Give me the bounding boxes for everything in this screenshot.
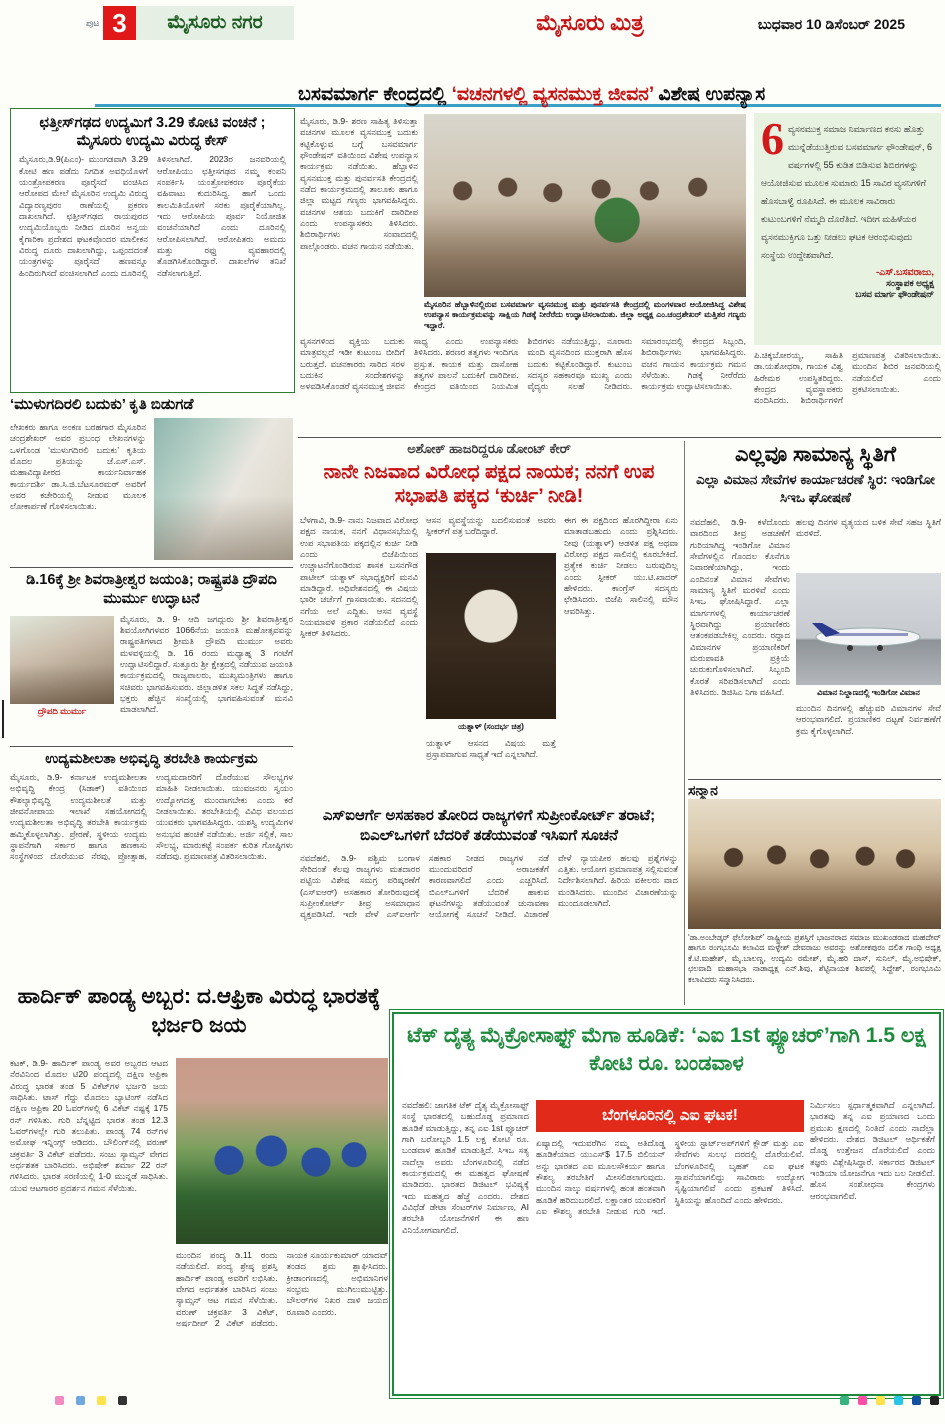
- sir-body: ನವದೆಹಲಿ, ಡಿ.9- ಪಶ್ಚಿಮ ಬಂಗಾಳ ಸೇರಿದಂತೆ ಕೆಲವು ರಾಜ್ಯಗಳು ಮತದಾರರ ಪಟ್ಟಿಯ ವಿಶೇಷ ಸಮಗ್ರ ಪರಿಷ್ಕರಣೆಗೆ (ಎಸ್ಐಆರ್) ಅಸಹಕಾರ ತೋರಿರುವುದಕ್ಕೆ ಸುಪ್ರೀಂಕೋರ್ಟ್ ತೀವ್ರ ಅಸಮಾಧಾನ ವ್ಯಕ್ತಪಡಿಸಿದೆ. ಇದೇ ವೇಳೆ ಎಸ್ಐಆರ್ಗೆ ಸಹಕಾರ ನೀಡದ ರಾಜ್ಯಗಳ ನಡೆ ಮುಂದುವರಿದರೆ ಅರಾಜಕತೆಗೆ ಕಾರಣವಾಗಲಿದೆ ಎಂದು ಎಚ್ಚರಿಸಿದೆ. ಬಿಎಲ್ಒಗಳಿಗೆ ಬೆದರಿಕೆ ಹಾಕುವ ಘಟನೆಗಳನ್ನು ತಡೆಯುವಂತೆ ಚುನಾವಣಾ ಆಯೋಗಕ್ಕೆ ಸೂಚನೆ ನೀಡಿದೆ. ವಿಚಾರಣೆ ವೇಳೆ ನ್ಯಾಯಪೀಠ ಹಲವು ಪ್ರಶ್ನೆಗಳನ್ನು ಎತ್ತಿತು. ಆಯೋಗ ಪ್ರಮಾಣಪತ್ರ ಸಲ್ಲಿಸುವಂತೆ ನಿರ್ದೇಶಿಸಲಾಗಿದೆ. ಹಿರಿಯ ವಕೀಲರು ವಾದ ಮಂಡಿಸಿದರು. ಮುಂದಿನ ವಿಚಾರಣೆಯನ್ನು ಮುಂದೂಡಲಾಗಿದೆ.: [300, 852, 678, 920]
- main-lead: ಮೈಸೂರು, ಡಿ.9- ಶರಣ ಸಾಹಿತ್ಯ ತಿಳಿಸುತ್ತಾ ವಚನಗಳ ಮೂಲಕ ವ್ಯಸನಮುಕ್ತ ಬದುಕು ಕಟ್ಟಿಕೊಳ್ಳುವ ಬಗ್ಗೆ ಬಸವಮಾರ್ಗ ಫೌಂಡೇಷನ್ ವತಿಯಿಂದ ವಿಶೇಷ ಉಪನ್ಯಾಸ ಕಾರ್ಯಕ್ರಮ ನಡೆಯಿತು. ಹೆಬ್ಬಾಳಿನ ವ್ಯಸನಮುಕ್ತ ಮತ್ತು ಪುನರ್ವಸತಿ ಕೇಂದ್ರದಲ್ಲಿ ನಡೆದ ಕಾರ್ಯಕ್ರಮದಲ್ಲಿ ತಾಲೂಕು ಹಾಗೂ ಜಿಲ್ಲಾ ಮಟ್ಟದ ಗಣ್ಯರು ಭಾಗವಹಿಸಿದ್ದರು. ವಚನಗಳ ಆಶಯ ಬದುಕಿಗೆ ದಾರಿದೀಪ ಎಂದು ಉಪನ್ಯಾಸಕರು ತಿಳಿಸಿದರು. ಶಿಬಿರಾರ್ಥಿಗಳು ಸಂವಾದದಲ್ಲಿ ಪಾಲ್ಗೊಂಡರು. ವಚನ ಗಾಯನ ನಡೆಯಿತು.: [300, 116, 418, 251]
- quote-role1: ಸಂಸ್ಥಾಪಕ ಅಧ್ಯಕ್ಷ: [886, 278, 934, 288]
- jayanti-body: ಮೈಸೂರು, ಡಿ. 9- ಆದಿ ಜಗದ್ಗುರು ಶ್ರೀ ಶಿವರಾತ್ರೀಶ್ವರ ಶಿವಯೋಗಿಗಳವರ 1066ನೆಯ ಜಯಂತಿ ಮಹೋತ್ಸವವನ್ನು ರಾಷ್ಟ್ರಪತಿಗಳಾದ ಶ್ರೀಮತಿ ದ್ರೌಪದಿ ಮುರ್ಮು ಅವರು ಮಳವಳ್ಳಿಯಲ್ಲಿ ಡಿ. 16 ರಂದು ಮಧ್ಯಾಹ್ನ 3 ಗಂಟೆಗೆ ಉದ್ಘಾಟಿಸಲಿದ್ದಾರೆ. ಸುತ್ತೂರು ಶ್ರೀ ಕ್ಷೇತ್ರದಲ್ಲಿ ನಡೆಯುವ ಜಯಂತಿ ಕಾರ್ಯಕ್ರಮದಲ್ಲಿ ರಾಜ್ಯಪಾಲರು, ಮುಖ್ಯಮಂತ್ರಿಗಳು ಹಾಗೂ ಸಚಿವರು ಭಾಗವಹಿಸುವರು. ಜಿಲ್ಲಾಡಳಿತ ಸಕಲ ಸಿದ್ಧತೆ ನಡೆಸಿದ್ದು, ಭಕ್ತರು ಹೆಚ್ಚಿನ ಸಂಖ್ಯೆಯಲ್ಲಿ ಭಾಗವಹಿಸುವಂತೆ ಮನವಿ ಮಾಡಲಾಗಿದೆ.: [120, 613, 293, 715]
- divider-left-1: [10, 567, 293, 568]
- edition-date: ಬುಧವಾರ 10 ಡಿಸೆಂಬರ್ 2025: [757, 16, 905, 32]
- indigo-body-right-top: ಹಲವು ದಿನಗಳ ವ್ಯತ್ಯಯದ ಬಳಿಕ ಸೇವೆ ಸಹಜ ಸ್ಥಿತಿಗೆ ಮರಳಿದೆ.: [796, 517, 941, 539]
- fraud-body: ಮೈಸೂರು,ಡಿ.9(ಪಿಎಂ)- ಮುಂಗಡವಾಗಿ 3.29 ಕೋಟಿ ಹಣ ಪಡೆದು ನಿಗದಿತ ಅವಧಿಯೊಳಗೆ ಯಂತ್ರೋಪಕರಣ ಪೂರೈಸದೆ ವಂಚಿಸಿದ ಆರೋಪದ ಮೇಲೆ ಮೈಸೂರಿನ ಉದ್ಯಮಿ ವಿರುದ್ಧ ವಿದ್ಯಾರಣ್ಯಪುರಂ ಠಾಣೆಯಲ್ಲಿ ಪ್ರಕರಣ ದಾಖಲಾಗಿದೆ. ಛತ್ತೀಸ್‌ಗಢದ ರಾಯಪುರದ ಉದ್ಯಮಿಯೊಬ್ಬರು ನೀಡಿದ ದೂರಿನ ಅನ್ವಯ ಕೈಗಾರಿಕಾ ಪ್ರದೇಶದ ಘಟಕವೊಂದರ ಮಾಲೀಕನ ವಿರುದ್ಧ ದೂರು ದಾಖಲಾಗಿದ್ದು, ಒಪ್ಪಂದದಂತೆ ಯಂತ್ರಗಳನ್ನು ಪೂರೈಸದೆ ಹಣವನ್ನೂ ಹಿಂದಿರುಗಿಸದೆ ವಂಚಿಸಲಾಗಿದೆ ಎಂದು ದೂರಿನಲ್ಲಿ ತಿಳಿಸಲಾಗಿದೆ. 2023ರ ಜನವರಿಯಲ್ಲಿ ಆರೋಪಿಯು ಛತ್ತೀಸಗಢದ ನಮ್ಮ ಕಂಪನಿ ಸಂಪರ್ಕಿಸಿ ಯಂತ್ರೋಪಕರಣ ಪೂರೈಕೆಯ ವಹಿವಾಟು ಕುದುರಿಸಿದ್ದ. ಹಾಗೆ ಒಂದು ಕಾಲಮಿತಿಯೊಳಗೆ ಸರಕು ಪೂರೈಕೆಯಾಗಿಲ್ಲ. ಇದು ಆರೋಪಿಯ ಪೂರ್ವ ನಿಯೋಜಿತ ವಂಚನೆಯಾಗಿದೆ ಎಂದು ದೂರಿನಲ್ಲಿ ಆರೋಪಿಸಲಾಗಿದೆ. ಆರೋಪಿತರು ಅಮದು ಮತ್ತು ರಫ್ತು ವ್ಯವಹಾರದಲ್ಲಿ ತೊಡಗಿಸಿಕೊಂಡಿದ್ದಾರೆ. ದಾಖಲೆಗಳ ತನಿಖೆ ನಡೆಸಲಾಗುತ್ತಿದೆ.: [19, 154, 286, 278]
- article-main: [298, 84, 941, 434]
- main-body: ವ್ಯಸನಗಳಿಂದ ವ್ಯಕ್ತಿಯ ಬದುಕು ಮಾತ್ರವಲ್ಲದೆ ಇಡೀ ಕುಟುಂಬ ಬೀದಿಗೆ ಬರುತ್ತದೆ. ವಚನಕಾರರು ಸಾರಿದ ಸರಳ ಬದುಕಿನ ಸಂದೇಶಗಳನ್ನು ಅಳವಡಿಸಿಕೊಂಡರೆ ವ್ಯಸನಮುಕ್ತ ಜೀವನ ಸಾಧ್ಯ ಎಂದು ಉಪನ್ಯಾಸಕರು ತಿಳಿಸಿದರು. ಶರಣರ ತತ್ವಗಳು ಇಂದಿಗೂ ಪ್ರಸ್ತುತ. ಕಾಯಕ ಮತ್ತು ದಾಸೋಹ ತತ್ವಗಳ ಪಾಲನೆ ಬದುಕಿಗೆ ದಾರಿದೀಪ. ಕೇಂದ್ರದ ವತಿಯಿಂದ ನಿಯಮಿತ ಶಿಬಿರಗಳು ನಡೆಯುತ್ತಿದ್ದು, ನೂರಾರು ಮಂದಿ ವ್ಯಸನದಿಂದ ಮುಕ್ತರಾಗಿ ಹೊಸ ಬದುಕು ಕಟ್ಟಿಕೊಂಡಿದ್ದಾರೆ. ಕುಟುಂಬ ಸದಸ್ಯರ ಸಹಕಾರವೂ ಮುಖ್ಯ ಎಂದು ವೈದ್ಯರು ಸಲಹೆ ನೀಡಿದರು. ಸಮಾರಂಭದಲ್ಲಿ ಕೇಂದ್ರದ ಸಿಬ್ಬಂದಿ, ಶಿಬಿರಾರ್ಥಿಗಳು ಭಾಗವಹಿಸಿದ್ದರು. ವಚನ ಗಾಯನ ಕಾರ್ಯಕ್ರಮ ಗಮನ ಸೆಳೆಯಿತು. ಗಿಡಕ್ಕೆ ನೀರೆರೆದು ಕಾರ್ಯಕ್ರಮ ಉದ್ಘಾಟಿಸಲಾಯಿತು.: [300, 336, 746, 392]
- sports-headline: ಹಾರ್ದಿಕ್ ಪಾಂಡ್ಯ ಅಬ್ಬರ: ದ.ಆಫ್ರಿಕಾ ವಿರುದ್ಧ ಭಾರತಕ್ಕೆ ಭರ್ಜರಿ ಜಯ: [17, 984, 381, 1038]
- article-sanmana: [688, 782, 941, 1008]
- murmu-caption: ದ್ರೌಪದಿ ಮುರ್ಮು: [37, 705, 87, 716]
- main-headline-pre: ಬಸವಮಾರ್ಗ ಕೇಂದ್ರದಲ್ಲಿ: [298, 84, 452, 105]
- sports-body2: ಮುಂದಿನ ಪಂದ್ಯ ಡಿ.11 ರಂದು ನಡೆಯಲಿದೆ. ಪಂದ್ಯ ಶ್ರೇಷ್ಠ ಪ್ರಶಸ್ತಿ ಹಾರ್ದಿಕ್ ಪಾಂಡ್ಯ ಅವರಿಗೆ ಲಭಿಸಿತು. ವೇಗದ ಅರ್ಧಶತಕ ಬಾರಿಸಿದ ಸಂಜು ಸ್ಯಾಮ್ಸನ್ ಆಟ ಗಮನ ಸೆಳೆಯಿತು. ವರುಣ್ ಚಕ್ರವರ್ತಿ 3 ವಿಕೆಟ್, ಅರ್ಷದೀಪ್ 2 ವಿಕೆಟ್ ಪಡೆದರು. ನಾಯಕ ಸೂರ್ಯಕುಮಾರ್ ಯಾದವ್ ತಂಡದ ಶ್ರಮ ಶ್ಲಾಘಿಸಿದರು. ಕ್ರೀಡಾಂಗಣದಲ್ಲಿ ಅಭಿಮಾನಿಗಳ ಸಂಭ್ರಮ ಮುಗಿಲುಮುಟ್ಟಿತ್ತು. ಬೌಲರ್‌ಗಳ ನಿಖರ ದಾಳಿ ಜಯದ ರೂವಾರಿ ಎಂದರು.: [176, 1250, 388, 1329]
- book-headline: ‘ಮುಳುಗದಿರಲಿ ಬದುಕು’ ಕೃತಿ ಬಿಡುಗಡೆ: [10, 396, 194, 413]
- divider-vert-mid: [684, 441, 685, 1005]
- training-headline: ಉದ್ಯಮಶೀಲತಾ ಅಭಿವೃದ್ಧಿ ತರಬೇತಿ ಕಾರ್ಯಕ್ರಮ: [45, 750, 258, 766]
- indigo-body-left: ನವದೆಹಲಿ, ಡಿ.9- ಕಳೆದೊಂದು ವಾರದಿಂದ ತೀವ್ರ ಅಡಚಣೆಗೆ ಗುರಿಯಾಗಿದ್ದ ಇಂಡಿಗೋ ವಿಮಾನ ಸೇವೆಗಳಲ್ಲಿನ ಗೊಂದಲ ಕೊನೆಗೂ ನಿವಾರಣೆಯಾಗಿದ್ದು, ಇಂದು ಎಂದಿನಂತೆ ವಿಮಾನ ಸೇವೆಗಳು ಸಾಮಾನ್ಯ ಸ್ಥಿತಿಗೆ ಮರಳಿವೆ ಎಂದು ಸಿಇಒ ಘೋಷಿಸಿದ್ದಾರೆ. ಎಲ್ಲಾ ಮಾರ್ಗಗಳಲ್ಲಿ ಕಾರ್ಯಾಚರಣೆ ಸ್ಥಿರವಾಗಿದ್ದು ಪ್ರಯಾಣಿಕರು ಆತಂಕಪಡಬೇಕಿಲ್ಲ ಎಂದರು. ರದ್ದಾದ ವಿಮಾನಗಳ ಪ್ರಯಾಣಿಕರಿಗೆ ಮರುಪಾವತಿ ಪ್ರಕ್ರಿಯೆ ಚುರುಕುಗೊಳಿಸಲಾಗಿದೆ. ಸಿಬ್ಬಂದಿ ಕೊರತೆ ಸರಿಪಡಿಸಲಾಗಿದೆ ಎಂದು ತಿಳಿಸಿದರು. ಡಿಜಿಸಿಎ ನಿಗಾ ವಹಿಸಿದೆ.: [690, 517, 790, 698]
- training-body: ಮೈಸೂರು, ಡಿ.9- ಕರ್ನಾಟಕ ಉದ್ಯಮಶೀಲತಾ ಅಭಿವೃದ್ಧಿ ಕೇಂದ್ರ (ಸಿಡಾಕ್) ವತಿಯಿಂದ ಕೌಶಲ್ಯಾಭಿವೃದ್ಧಿ ಉದ್ಯಮಶೀಲತೆ ಮತ್ತು ಜೀವನೋಪಾಯ ಇಲಾಖೆ ಸಹಯೋಗದಲ್ಲಿ ಉದ್ಯಮಶೀಲತಾ ಅಭಿವೃದ್ಧಿ ತರಬೇತಿ ಕಾರ್ಯಕ್ರಮ ಹಮ್ಮಿಕೊಳ್ಳಲಾಗಿತ್ತು. ಪ್ರೇರಣೆ, ಸ್ಥಳೀಯ ಉದ್ಯಮ ಸ್ಥಾಪನೆಗಾಗಿ ಸರ್ಕಾರ ಹಾಗೂ ಹಣಕಾಸು ಸಂಸ್ಥೆಗಳಿಂದ ದೊರೆಯುವ ನೆರವು, ಪ್ರೋತ್ಸಾಹ, ಉದ್ಯಮದಾರರಿಗೆ ದೊರೆಯುವ ಸೌಲಭ್ಯಗಳ ಮಾಹಿತಿ ನೀಡಲಾಯಿತು. ಯುವಜನರು ಸ್ವಯಂ ಉದ್ಯೋಗದತ್ತ ಮುಂದಾಗಬೇಕು ಎಂದು ಕರೆ ನೀಡಲಾಯಿತು. ತರಬೇತಿಯಲ್ಲಿ ವಿವಿಧ ವಲಯದ ಯುವಕರು ಭಾಗವಹಿಸಿದ್ದರು. ಯಶಸ್ವಿ ಉದ್ಯಮಿಗಳ ಅನುಭವ ಹಂಚಿಕೆ ನಡೆಯಿತು. ಅರ್ಜಿ ಸಲ್ಲಿಕೆ, ಸಾಲ ಸೌಲಭ್ಯ, ಮಾರುಕಟ್ಟೆ ಸಂಪರ್ಕ ಕುರಿತ ಗೋಷ್ಠಿಗಳು ನಡೆದವು. ಪ್ರಮಾಣಪತ್ರ ವಿತರಿಸಲಾಯಿತು.: [10, 772, 293, 862]
- main-headline: [298, 84, 941, 107]
- page-label: ಪುಟ: [86, 18, 100, 28]
- section-title: ಮೈಸೂರು ನಗರ: [136, 6, 294, 40]
- article-training: [10, 750, 293, 976]
- article-jayanti: [10, 571, 293, 743]
- sanmana-photo: [688, 799, 941, 929]
- quote-author: -ಎಸ್.ಬಸವರಾಜು,: [875, 267, 934, 278]
- main-extra: ಪಿ.ಚಿಕ್ಕಬೋರಯ್ಯ, ಸಾಹಿತಿ ಡಾ.ಯಶೋಧರಾ, ಗಾಯಕ ವಿಶ್ವ ಹಿರೇಮಠ ಉಪಸ್ಥಿತರಿದ್ದರು. ಕೇಂದ್ರದ ವ್ಯವಸ್ಥಾಪಕರು ವಂದಿಸಿದರು. ಶಿಬಿರಾರ್ಥಿಗಳಿಗೆ ಪ್ರಮಾಣಪತ್ರ ವಿತರಿಸಲಾಯಿತು. ಮುಂದಿನ ಶಿಬಿರ ಜನವರಿಯಲ್ಲಿ ನಡೆಯಲಿದೆ ಎಂದು ಪ್ರಕಟಿಸಲಾಯಿತು.: [754, 350, 941, 406]
- article-fraud: [10, 108, 295, 393]
- main-photo: [424, 114, 746, 297]
- quote-text: ವ್ಯಸನಮುಕ್ತ ಸಮಾಜ ನಿರ್ಮಾಣದ ಕನಸು ಹೊತ್ತು ಮುನ್ನೆಡೆಯುತ್ತಿರುವ ಬಸವಮಾರ್ಗ ಫೌಂಡೇಷನ್, 6 ವರ್ಷಗಳಲ್ಲಿ 55 ಕುಡಿತ ಬಿಡಿಸುವ ಶಿಬಿರಗಳನ್ನು ಆಯೋಜಿಸುವ ಮೂಲಕ ಸುಮಾರು 15 ಸಾವಿರ ವ್ಯಸನಿಗಳಿಗೆ ಹೊಸಬಾಳ್ವೆ ರೂಪಿಸಿದೆ. ಈ ಮೂಲಕ ಸಾವಿರಾರು ಕುಟುಂಬಗಳಿಗೆ ನೆಮ್ಮದಿ ದೊರೆತಿದೆ. ಇದೀಗ ಮಹಿಳೆಯರ ವ್ಯಸನಮುಕ್ತಿಗೂ ಒತ್ತು ನೀಡಲು ಘಟಕ ಆರಂಭಿಸುವುದು ಸಂಸ್ಥೆಯ ಉದ್ದೇಶವಾಗಿದೆ.: [761, 124, 932, 260]
- cricket-photo: [176, 1058, 388, 1244]
- yatnal-body-left: ಬೆಳಗಾವಿ, ಡಿ.9- ನಾನು ನಿಜವಾದ ವಿರೋಧ ಪಕ್ಷದ ನಾಯಕ, ನನಗೆ ವಿಧಾನಸಭೆಯಲ್ಲಿ ಉಪ ಸಭಾಪತಿಯ ಪಕ್ಕದಲ್ಲಿನ ಕುರ್ಚಿ ನೀಡಿ ಎಂದು ಬಿಜೆಪಿಯಿಂದ ಉಚ್ಚಾಟನೆಗೊಂಡಿರುವ ಶಾಸಕ ಬಸನಗೌಡ ಪಾಟೀಲ್ ಯತ್ನಾಳ್ ಸಭಾಧ್ಯಕ್ಷರಿಗೆ ಮನವಿ ಮಾಡಿದ್ದಾರೆ. ಅಧಿವೇಶನದಲ್ಲಿ ಈ ವಿಷಯ ಭಾರೀ ಚರ್ಚೆಗೆ ಗ್ರಾಸವಾಯಿತು. ಸದನದಲ್ಲಿ ನಗೆಯ ಅಲೆ ಎದ್ದಿತು. ಆಸನ ವ್ಯವಸ್ಥೆ ನಿಯಮಾವಳಿ ಪ್ರಕಾರ ನಡೆಯಲಿದೆ ಎಂದು ಸ್ಪೀಕರ್ ತಿಳಿಸಿದರು.: [300, 515, 418, 639]
- page-number-box: 3: [103, 6, 136, 40]
- yatnal-photo: [426, 553, 556, 719]
- article-yatnal: [300, 441, 678, 801]
- plane-icon: [808, 613, 928, 655]
- article-indigo: [690, 443, 941, 777]
- indigo-plane-photo: [796, 573, 941, 685]
- main-headline-quote: ‘ವಚನಗಳಲ್ಲಿ ವ್ಯಸನಮುಕ್ತ ಜೀವನ’: [451, 84, 654, 105]
- indigo-body-right-bottom: ಮುಂದಿನ ದಿನಗಳಲ್ಲಿ ಹೆಚ್ಚುವರಿ ವಿಮಾನಗಳ ಸೇವೆ ಆರಂಭವಾಗಲಿದೆ. ಪ್ರಯಾಣಿಕರ ದಟ್ಟಣೆ ನಿರ್ವಹಣೆಗೆ ಕ್ರಮ ಕೈಗೊಳ್ಳಲಾಗಿದೆ.: [796, 703, 941, 736]
- yatnal-headline: ನಾನೇ ನಿಜವಾದ ವಿರೋಧ ಪಕ್ಷದ ನಾಯಕ; ನನಗೆ ಉಪ ಸಭಾಪತಿ ಪಕ್ಕದ ‘ಕುರ್ಚಿ’ ನೀಡಿ!: [323, 461, 655, 508]
- yatnal-kicker: ಅಶೋಕ್ ಹಾಜರಿದ್ದರೂ ಡೋಂಟ್ ಕೇರ್: [407, 441, 571, 456]
- quote-mark: 6: [761, 113, 784, 164]
- fraud-headline: ಛತ್ತೀಸ್‌ಗಢದ ಉದ್ಯಮಿಗೆ 3.29 ಕೋಟಿ ವಂಚನೆ ; ಮೈಸೂರು ಉದ್ಯಮಿ ವಿರುದ್ಧ ಕೇಸ್: [39, 115, 266, 150]
- article-sports: [10, 982, 388, 1398]
- indigo-headline: ಎಲ್ಲವೂ ಸಾಮಾನ್ಯ ಸ್ಥಿತಿಗೆ: [734, 443, 897, 466]
- sports-body: ಕಟಕ್, ಡಿ.9- ಹಾರ್ದಿಕ್ ಪಾಂಡ್ಯ ಅವರ ಅಬ್ಬರದ ಆಟದ ನೆರವಿನಿಂದ ಮೊದಲ ಟಿ20 ಪಂದ್ಯದಲ್ಲಿ ದಕ್ಷಿಣ ಆಫ್ರಿಕಾ ವಿರುದ್ಧ ಭಾರತ ತಂಡ 5 ವಿಕೆಟ್‌ಗಳ ಭರ್ಜರಿ ಜಯ ಸಾಧಿಸಿತು. ಟಾಸ್ ಗೆದ್ದು ಮೊದಲು ಬ್ಯಾಟಿಂಗ್ ನಡೆಸಿದ ದಕ್ಷಿಣ ಆಫ್ರಿಕಾ 20 ಓವರ್‌ಗಳಲ್ಲಿ 6 ವಿಕೆಟ್ ನಷ್ಟಕ್ಕೆ 175 ರನ್ ಗಳಿಸಿತು. ಗುರಿ ಬೆನ್ನಟ್ಟಿದ ಭಾರತ ತಂಡ 12.3 ಓವರ್‌ಗಳಲ್ಲೇ ಗುರಿ ತಲುಪಿತು. ಪಾಂಡ್ಯ 74 ರನ್‌ಗಳ ಅಮೋಘ ಇನ್ನಿಂಗ್ಸ್ ಆಡಿದರು. ಬೌಲಿಂಗ್‌ನಲ್ಲಿ ವರುಣ್ ಚಕ್ರವರ್ತಿ 3 ವಿಕೆಟ್ ಪಡೆದರು. ಸಂಜು ಸ್ಯಾಮ್ಸನ್ ವೇಗದ ಅರ್ಧಶತಕ ಬಾರಿಸಿದರು. ಅಭಿಷೇಕ್ ಶರ್ಮಾ 22 ರನ್ ಗಳಿಸಿದರು. ಭಾರತ ಸರಣಿಯಲ್ಲಿ 1-0 ಮುನ್ನಡೆ ಸಾಧಿಸಿತು. ಯುವ ಆಟಗಾರರ ಪ್ರದರ್ಶನ ಗಮನ ಸೆಳೆಯಿತು.: [10, 1058, 168, 1193]
- sanmana-label: ಸನ್ಮಾನ: [688, 782, 718, 798]
- indigo-photo-caption: ವಿಮಾನ ನಿಲ್ದಾಣದಲ್ಲಿ ಇಂಡಿಗೋ ವಿಮಾನ: [817, 688, 920, 697]
- article-book: [10, 396, 293, 564]
- masthead-logo: ಮೈಸೂರು ಮಿತ್ರ: [536, 10, 644, 35]
- main-quote-block: [754, 113, 941, 345]
- book-photo: [154, 418, 293, 560]
- microsoft-headline: ಟೆಕ್ ದೈತ್ಯ ಮೈಕ್ರೋಸಾಫ್ಟ್ ಮೆಗಾ ಹೂಡಿಕೆ: ‘ಎಐ 1st ಫ್ಯೂಚರ್’ಗಾಗಿ 1.5 ಲಕ್ಷ ಕೋಟಿ ರೂ. ಬಂಡವಾಳ: [407, 1024, 926, 1076]
- microsoft-body-col4: ನಿರ್ಮಿಸಲು ಸ್ಪರ್ಧಾತ್ಮಕವಾಗಿದೆ ಎನ್ನಲಾಗಿದೆ. ಭಾರತವು ತನ್ನ ಎಐ ಪ್ರಯಾಣದ ಒಂದು ಪ್ರಮುಖ ಕ್ಷಣದಲ್ಲಿ ನಿಂತಿದೆ ಎಂದು ನಾದೆಲ್ಲಾ ಹೇಳಿದರು. ದೇಶದ ಡಿಜಿಟಲ್ ಆರ್ಥಿಕತೆಗೆ ದೊಡ್ಡ ಉತ್ತೇಜನ ದೊರೆಯಲಿದೆ ಎಂದು ತಜ್ಞರು ವಿಶ್ಲೇಷಿಸಿದ್ದಾರೆ. ಸರ್ಕಾರದ ಡಿಜಿಟಲ್ ಇಂಡಿಯಾ ಯೋಜನೆಗೂ ಇದು ಬಲ ನೀಡಲಿದೆ. ಹೊಸ ಸಂಶೋಧನಾ ಕೇಂದ್ರಗಳು ಆರಂಭವಾಗಲಿವೆ.: [810, 1100, 935, 1201]
- divider-center-top: [298, 437, 941, 438]
- main-photo-caption: ಮೈಸೂರಿನ ಹೆಬ್ಬಾಳಿನಲ್ಲಿರುವ ಬಸವಮಾರ್ಗ ವ್ಯಸನಮುಕ್ತ ಮತ್ತು ಪುನರ್ವಸತಿ ಕೇಂದ್ರದಲ್ಲಿ ಮಂಗಳವಾರ ಆಯೋಜಿಸಿದ್ದ ವಿಶೇಷ ಉಪನ್ಯಾಸ ಕಾರ್ಯಕ್ರಮವನ್ನು ಸಾಕ್ಷಿಯ ಗಿಡಕ್ಕೆ ನೀರೆರೆದು ಉದ್ಘಾಟಿಸಲಾಯಿತು. ಜಿಲ್ಲಾ ಅಧ್ಯಕ್ಷ ಎಂ.ಚಂದ್ರಶೇಖರ್ ಮತ್ತಿತರ ಗಣ್ಯರು ಇದ್ದಾರೆ.: [424, 300, 746, 330]
- microsoft-mid: [536, 1100, 804, 1388]
- murmu-photo: [10, 616, 114, 704]
- quote-role2: ಬಸವ ಮಾರ್ಗ ಫೌಂಡೇಷನ್: [855, 289, 934, 299]
- yatnal-body-mid-top: ಆಸನ ವ್ಯವಸ್ಥೆಯನ್ನು ಬದಲಿಸುವಂತೆ ಅವರು ಸ್ಪೀಕರ್‌ಗೆ ಪತ್ರ ಬರೆದಿದ್ದಾರೆ.: [426, 515, 556, 537]
- yatnal-photo-caption: ಯತ್ನಾಳ್ (ಸಂದರ್ಭ ಚಿತ್ರ): [458, 722, 524, 731]
- microsoft-red-box: ಬೆಂಗಳೂರಿನಲ್ಲಿ ಎಐ ಘಟಕ!: [536, 1100, 804, 1132]
- fold-mark: [2, 700, 4, 738]
- yatnal-body-right: ಈಗ ಈ ಪಕ್ಷದಿಂದ ಹೊರಗಿದ್ದೀರಾ ಏನು ಮಾತಾಡಬಹುದು ಎಂದು ಪ್ರಶ್ನಿಸಿದರು. ನೀವು (ಯತ್ನಾಳ್) ಆಡಳಿತ ಪಕ್ಷ ಅಥವಾ ವಿರೋಧ ಪಕ್ಷದ ಸಾಲಿನಲ್ಲಿ ಕೂರಬೇಕಿದೆ. ಪ್ರತ್ಯೇಕ ಕುರ್ಚಿ ನೀಡಲು ಬರುವುದಿಲ್ಲ ಎಂದು ಸ್ಪೀಕರ್ ಯು.ಟಿ.ಖಾದರ್ ಹೇಳಿದರು. ಕಾಂಗ್ರೆಸ್ ಸದಸ್ಯರು ಛೇಡಿಸಿದರು. ಬಿಜೆಪಿ ಸಾಲಿನಲ್ಲಿ ಮೌನ ಆವರಿಸಿತ್ತು.: [564, 515, 678, 616]
- article-sir: [300, 806, 678, 1004]
- sir-headline: ಎಸ್ಐಆರ್ಗೆ ಅಸಹಕಾರ ತೋರಿದ ರಾಜ್ಯಗಳಿಗೆ ಸುಪ್ರೀಂಕೋರ್ಟ್ ತರಾಟೆ; ಬಿಎಲ್ಒಗಳಿಗೆ ಬೆದರಿಕೆ ತಡೆಯುವಂತೆ ಇಸಿಐಗೆ ಸೂಚನೆ: [322, 807, 656, 845]
- jayanti-headline: ಡಿ.16ಕ್ಕೆ ಶ್ರೀ ಶಿವರಾತ್ರೀಶ್ವರ ಜಯಂತಿ; ರಾಷ್ಟ್ರಪತಿ ದ್ರೌಪದಿ ಮುರ್ಮು ಉದ್ಘಾಟನೆ: [26, 572, 277, 607]
- indigo-subhead: ಎಲ್ಲಾ ವಿಮಾನ ಸೇವೆಗಳ ಕಾರ್ಯಾಚರಣೆ ಸ್ಥಿರ: ಇಂಡಿಗೋ ಸಿಇಒ ಘೋಷಣೆ: [696, 472, 935, 506]
- book-lead: ಲೇಖಕರು ಹಾಗೂ ಅಂಕಣ ಬರಹಗಾರ ಮೈಸೂರಿನ ಚಂದ್ರಶೇಖರ್ ಅವರ ಪ್ರಬಂಧ ಲೇಖನಗಳನ್ನು ಒಳಗೊಂಡ ‘ಮುಳುಗದಿರಲಿ ಬದುಕು’ ಕೃತಿಯ ಮೊದಲ ಪ್ರತಿಯನ್ನು ಜೆ.ಎಸ್.ಎಸ್. ಮಹಾವಿದ್ಯಾಪೀಠದ ಕಾರ್ಯನಿರ್ವಾಹಕ ಕಾರ್ಯದರ್ಶಿ ಡಾ.ಸಿ.ಜಿ.ಬೆಟಸೂರಮಠ್ ಅವರಿಗೆ ಅವರ ಕಚೇರಿಯಲ್ಲಿ ನೀಡುವ ಮೂಲಕ ಲೋಕಾರ್ಪಣೆ ಗೊಳಿಸಲಾಯಿತು.: [10, 422, 146, 512]
- divider-left-2: [10, 746, 293, 747]
- yatnal-body-mid-bottom: ಯತ್ನಾಳ್ ಆಸನದ ವಿಷಯ ಮತ್ತೆ ಪ್ರಸ್ತಾಪವಾಗುವ ಸಾಧ್ಯತೆ ಇದೆ ಎನ್ನಲಾಗಿದೆ.: [426, 738, 556, 760]
- article-microsoft: [392, 1012, 941, 1396]
- main-headline-post: ವಿಶೇಷ ಉಪನ್ಯಾಸ: [653, 84, 766, 105]
- microsoft-body-col1: ನವದೆಹಲಿ: ಜಾಗತಿಕ ಟೆಕ್ ದೈತ್ಯ ಮೈಕ್ರೋಸಾಫ್ಟ್ ಸಂಸ್ಥೆ ಭಾರತದಲ್ಲಿ ಬಹುದೊಡ್ಡ ಪ್ರಮಾಣದ ಹೂಡಿಕೆ ಮಾಡುತ್ತಿದ್ದು, ತನ್ನ ಎಐ 1st ಫ್ಯೂಚರ್ ಗಾಗಿ ಬರೋಬ್ಬರಿ 1.5 ಲಕ್ಷ ಕೋಟಿ ರೂ. ಬಂಡವಾಳ ಹೂಡಿಕೆ ಮಾಡುತ್ತಿದೆ. ಸಿಇಒ ಸತ್ಯ ನಾದೆಲ್ಲಾ ಅವರು ಬೆಂಗಳೂರಿನಲ್ಲಿ ನಡೆದ ಕಾರ್ಯಕ್ರಮದಲ್ಲಿ ಈ ಮಹತ್ವದ ಘೋಷಣೆ ಮಾಡಿದರು. ಭಾರತದ ಡಿಜಿಟಲ್ ಭವಿಷ್ಯಕ್ಕೆ ಇದು ಮಹತ್ವದ ಹೆಜ್ಜೆ ಎಂದರು. ದೇಶದ ವಿವಿಧೆಡೆ ಡೇಟಾ ಸೆಂಟರ್‌ಗಳ ನಿರ್ಮಾಣ, AI ತರಬೇತಿ ಯೋಜನೆಗಳಿಗೆ ಈ ಹಣ ವಿನಿಯೋಗವಾಗಲಿದೆ.: [402, 1100, 529, 1235]
- microsoft-body-mid: ಏಷ್ಯಾದಲ್ಲಿ ಇದುವರೆಗಿನ ನಮ್ಮ ಅತಿದೊಡ್ಡ ಹೂಡಿಕೆಯಾದ ಯುಎಸ್$ 17.5 ಬಿಲಿಯನ್ ಅನ್ನು ಭಾರತದ ಎಐ ಮೂಲಸೌಕರ್ಯ ಹಾಗೂ ಕೌಶಲ್ಯ ತರಬೇತಿಗೆ ಮೀಸಲಿಡಲಾಗುವುದು. ಮುಂದಿನ ನಾಲ್ಕು ವರ್ಷಗಳಲ್ಲಿ ಹಂತ ಹಂತವಾಗಿ ಹೂಡಿಕೆ ಹರಿದುಬರಲಿದೆ. ಲಕ್ಷಾಂತರ ಯುವಕರಿಗೆ ಎಐ ಕೌಶಲ್ಯ ತರಬೇತಿ ನೀಡುವ ಗುರಿ ಇದೆ. ಸ್ಥಳೀಯ ಸ್ಟಾರ್ಟ್‌ಅಪ್‌ಗಳಿಗೆ ಕ್ಲೌಡ್ ಮತ್ತು ಎಐ ಸೇವೆಗಳು ಸುಲಭ ದರದಲ್ಲಿ ದೊರೆಯಲಿವೆ. ಬೆಂಗಳೂರಿನಲ್ಲಿ ಬೃಹತ್ ಎಐ ಘಟಕ ಸ್ಥಾಪನೆಯಾಗಲಿದ್ದು ಸಾವಿರಾರು ಉದ್ಯೋಗ ಸೃಷ್ಟಿಯಾಗಲಿವೆ ಎಂದು ಪ್ರಕಟಣೆ ತಿಳಿಸಿದೆ. ಸ್ಥಿತಿಯನ್ನು ಹೊಂದಿದೆ ಎಂದು ಹೇಳಿದರು.: [536, 1138, 804, 1217]
- page-header: [0, 0, 945, 44]
- sanmana-caption: ‘ಡಾ.ಅಂಬೇಡ್ಕರ್ ಫೆಲೋಶಿಪ್’ ರಾಷ್ಟ್ರೀಯ ಪ್ರಶಸ್ತಿಗೆ ಭಾಜನರಾದ ಸಮಾಜ ಮುಖಂಡರಾದ ಮಹದೇವ್ ಹಾಗೂ ರಂಗಭೂಮಿ ಕಲಾವಿದ ಮಳ್ಳೇಶ್ ದೇವರಾಜು ಅವರನ್ನು ಅಶೋಕಪುರಂ ದಲಿತ ಗಾಂಧಿ ಅಧ್ಯಕ್ಷ ಕೆ.ಟಿ.ಮಹೇಶ್, ಮೈ.ಬಾಲಣ್ಣ, ಉದ್ಯಮಿ ರಮೇಶ್, ಮೈ.ಹರಿ ದಾಸ್, ಸುನಿಲ್, ಮೈ.ಅಭಿಷೇಕ್, ಛಲವಾದಿ ಮಹಾಸಭಾ ನಾಡಾಧ್ಯಕ್ಷ ಎನ್.ಶಿವು, ಶೆಟ್ಟಿನಾಯಕ ಶಿವಪಲ್ಲಿ ಸಿದ್ದೇಶ್, ರಂಗಭೂಮಿ ಕಲಾವಿದರು ಸನ್ಮಾನಿಸಿದರು.: [688, 933, 941, 984]
- divider-sanmana: [688, 779, 941, 780]
